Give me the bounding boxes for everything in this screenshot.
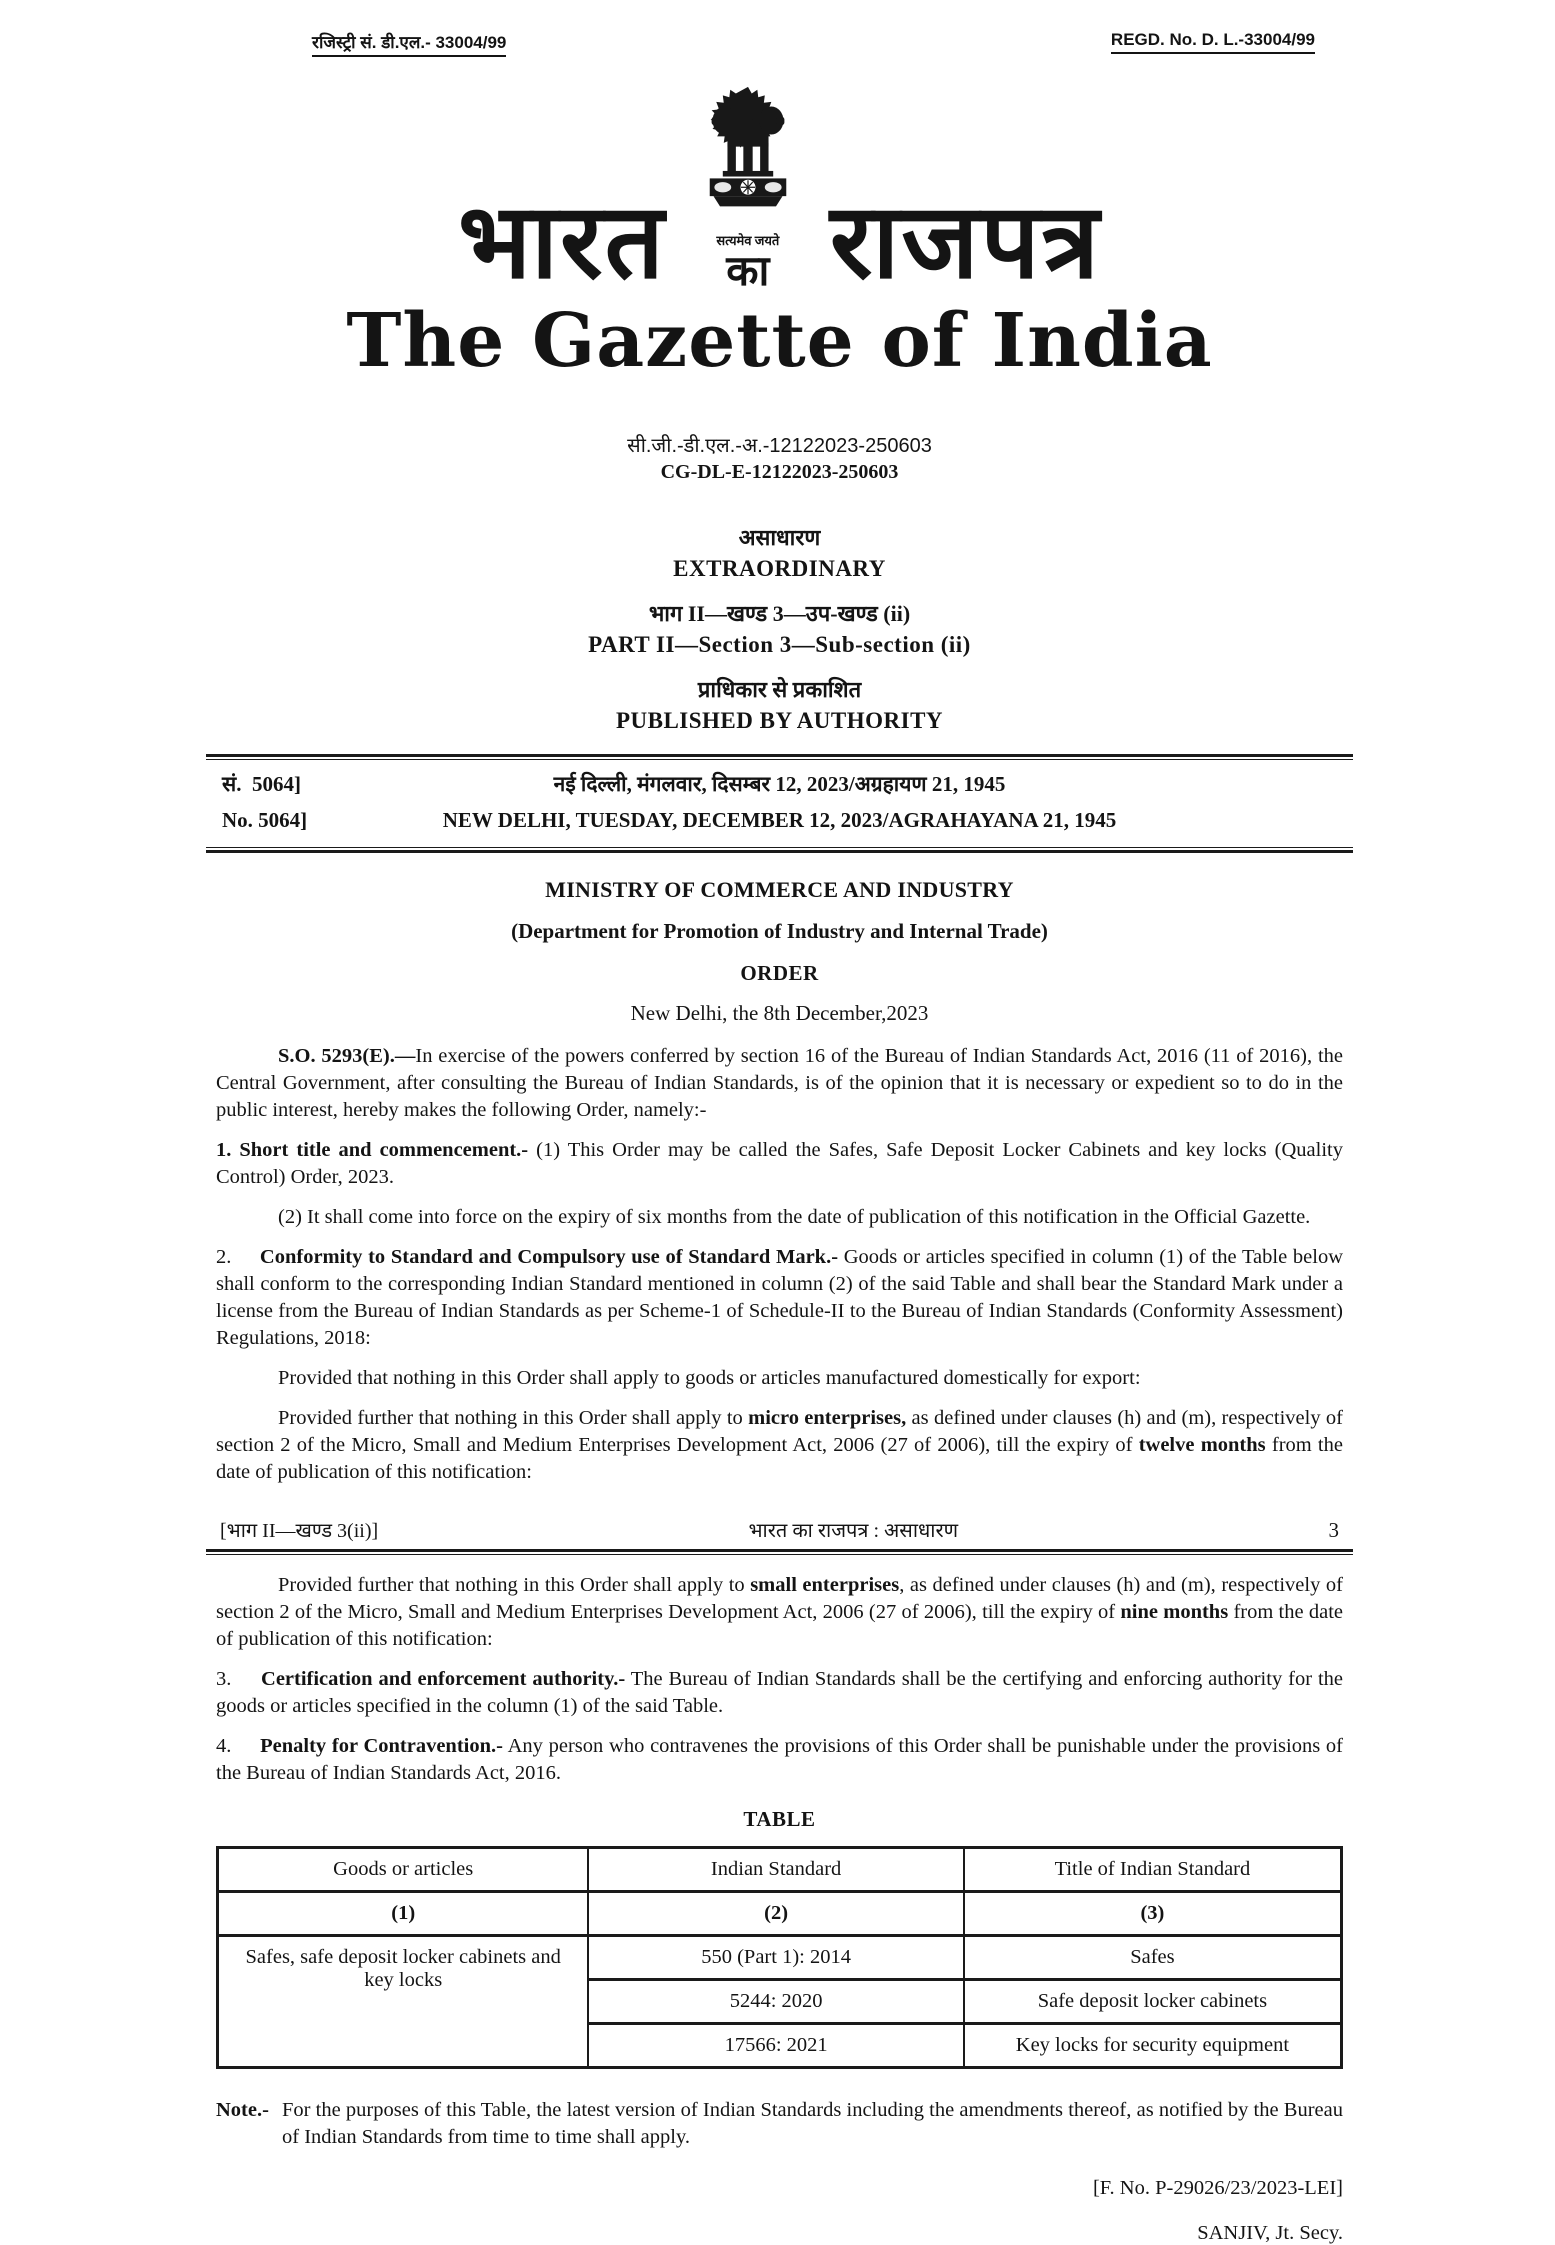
running-header — [216, 1516, 1343, 1549]
place-and-date: New Delhi, the 8th December,2023 — [630, 1000, 929, 1025]
issue-row-hindi — [216, 770, 1343, 798]
cell-standard: 550 (Part 1): 2014 — [588, 1935, 963, 1979]
cell-goods: Safes, safe deposit locker cabinets and key locks — [218, 1935, 589, 2067]
double-rule-bottom — [206, 847, 1353, 853]
masthead-hindi-right: राजपत्र — [829, 185, 1101, 301]
order-body-page2 — [216, 1572, 1343, 1787]
issue-number-hindi: सं. 5064] — [222, 771, 301, 796]
code-english: CG-DL-E-12122023-250603 — [660, 460, 899, 483]
para-commencement: (2) It shall come into force on the expiry of six months from the date of publication of this notification in the Official Gazette. — [278, 1205, 1311, 1228]
issue-band — [216, 744, 1343, 847]
order-body — [216, 1043, 1343, 1486]
masthead — [216, 83, 1343, 301]
para-conformity: 2. Conformity to Standard and Compulsory use of Standard Mark.- Goods or articles specified in column (1) of the Table below shall conform to the corresponding Indian Standard mentioned in column (2) of the said Table and shall bear the Standard Mark under a license from the Bureau of Indian Standards as per Scheme-1 of Schedule-II to the Bureau of Indian Standards (Conformity Assessment) Regulations, 2018: — [216, 1245, 1343, 1349]
file-number: [F. No. P-29026/23/2023-LEI] — [1092, 2176, 1343, 2199]
issue-number-english: No. 5064] — [222, 807, 308, 832]
para-proviso-export: Provided that nothing in this Order shall apply to goods or articles manufactured domestically for export: — [278, 1366, 1141, 1389]
column-number-1: (1) — [218, 1891, 589, 1935]
part-section-hindi: भाग II—खण्ड 3—उप-खण्ड (ii) — [648, 600, 911, 626]
ministry-block — [216, 877, 1343, 1026]
registry-header — [216, 30, 1343, 57]
authority-hindi: प्राधिकार से प्रकाशित — [697, 676, 862, 702]
para-short-title: 1. Short title and commencement.- (1) This Order may be called the Safes, Safe Deposit Locker Cabinets and key locks (Quality Control) Order, 2023. — [216, 1138, 1343, 1188]
para-certification: 3. Certification and enforcement authority.- The Bureau of Indian Standards shall be the certifying and enforcing authority for the goods or articles specified in the column (1) of the said Table. — [216, 1667, 1343, 1717]
page-number: 3 — [1328, 1517, 1339, 1542]
double-rule-top — [206, 754, 1353, 760]
column-number-3: (3) — [964, 1891, 1342, 1935]
gazette-codes — [216, 431, 1343, 484]
standards-table — [216, 1846, 1343, 2069]
part-section-block — [216, 598, 1343, 658]
department-name: (Department for Promotion of Industry and Internal Trade) — [511, 918, 1048, 943]
column-header-standard: Indian Standard — [588, 1847, 963, 1891]
cell-standard: 5244: 2020 — [588, 1979, 963, 2023]
table-note — [216, 2097, 1343, 2151]
cell-title: Key locks for security equipment — [964, 2023, 1342, 2067]
authority-english: PUBLISHED BY AUTHORITY — [615, 707, 944, 733]
running-header-rule — [206, 1549, 1353, 1555]
table-heading: TABLE — [743, 1806, 816, 1831]
authority-block — [216, 674, 1343, 734]
note-text: For the purposes of this Table, the latest version of Indian Standards including the amendments thereof, as notified by the Bureau of Indian Standards from time to time shall apply. — [282, 2098, 1343, 2148]
emblem-motto: सत्यमेव जयते — [716, 233, 780, 248]
document-type: ORDER — [740, 960, 819, 985]
signatory: SANJIV, Jt. Secy. — [1197, 2221, 1343, 2244]
para-penalty: 4. Penalty for Contravention.- Any person who contravenes the provisions of this Order shall be punishable under the provisions of the Bureau of Indian Standards Act, 2016. — [216, 1734, 1344, 1784]
issue-date-english: NEW DELHI, TUESDAY, DECEMBER 12, 2023/AGRAHAYANA 21, 1945 — [442, 807, 1117, 832]
ministry-name: MINISTRY OF COMMERCE AND INDUSTRY — [545, 876, 1014, 902]
extraordinary-hindi: असाधारण — [738, 524, 821, 550]
para-so-number: S.O. 5293(E).—In exercise of the powers conferred by section 16 of the Bureau of Indian Standards Act, 2016 (11 of 2016), the Central Government, after consulting the Bureau of Indian Standards, is of the opinion that it is necessary or expedient so to do in the public interest, hereby makes the following Order, namely:- — [216, 1044, 1343, 1121]
issue-date-hindi: नई दिल्ली, मंगलवार, दिसम्बर 12, 2023/अग्रहायण 21, 1945 — [553, 771, 1006, 796]
gazette-english-title: The Gazette of India — [346, 298, 1213, 384]
table-colnum-row — [218, 1891, 1342, 1935]
part-section-english: PART II—Section 3—Sub-section (ii) — [588, 631, 971, 657]
registry-number-hindi: रजिस्ट्री सं. डी.एल.- 33004/99 — [312, 30, 506, 57]
emblem-column — [692, 83, 804, 293]
code-hindi: सी.जी.-डी.एल.-अ.-12122023-250603 — [627, 434, 932, 457]
table-header-row — [218, 1847, 1342, 1891]
para-proviso-micro: Provided further that nothing in this Order shall apply to micro enterprises, as defined under clauses (h) and (m), respectively of section 2 of the Micro, Small and Medium Enterprises Development Act, 2006 (27 of 2006), till the expiry of twelve months from the date of publication of this notification: — [216, 1406, 1344, 1483]
table-row — [218, 1935, 1342, 1979]
column-header-title: Title of Indian Standard — [964, 1847, 1342, 1891]
registry-number-english: REGD. No. D. L.-33004/99 — [1111, 30, 1315, 54]
masthead-hindi-left: भारत — [458, 185, 666, 301]
cell-title: Safe deposit locker cabinets — [964, 1979, 1342, 2023]
column-number-2: (2) — [588, 1891, 963, 1935]
para-proviso-small: Provided further that nothing in this Order shall apply to small enterprises, as defined under clauses (h) and (m), respectively of section 2 of the Micro, Small and Medium Enterprises Development Act, 2006 (27 of 2006), till the expiry of nine months from the date of publication of this notification: — [216, 1573, 1344, 1650]
issue-row-english — [216, 808, 1343, 833]
cell-title: Safes — [964, 1935, 1342, 1979]
lion-capital-emblem-icon — [692, 83, 804, 229]
column-header-goods: Goods or articles — [218, 1847, 589, 1891]
extraordinary-english: EXTRAORDINARY — [673, 555, 886, 581]
extraordinary-block — [216, 522, 1343, 582]
masthead-hindi-middle: का — [726, 249, 770, 295]
running-header-title: भारत का राजपत्र : असाधारण — [748, 1519, 959, 1542]
note-label: Note.- — [216, 2098, 269, 2121]
running-header-part: [भाग II—खण्ड 3(ii)] — [220, 1519, 379, 1542]
cell-standard: 17566: 2021 — [588, 2023, 963, 2067]
